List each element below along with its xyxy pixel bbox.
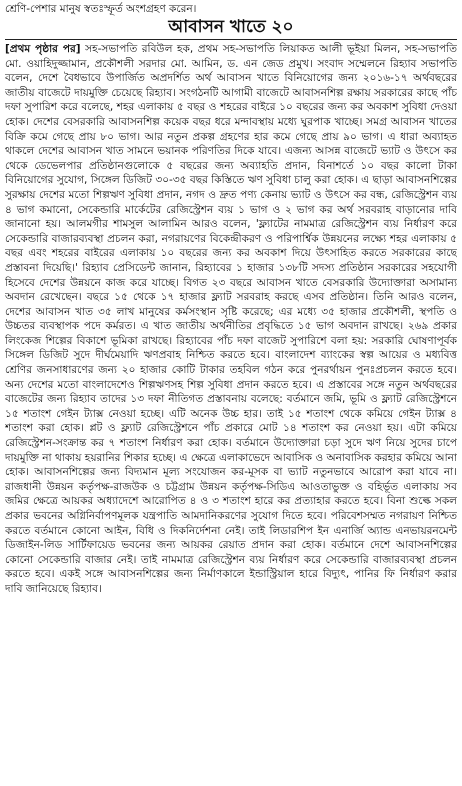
article-text: সহ-সভাপতি রবিউল হক, প্রথম সহ-সভাপতি লিয়াকত আলী ভূইয়া মিলন, সহ-সভাপতি মো. ওয়াহিদুজ্জামান, প্রকৌশলী সরদার মো. আমিন, ড. এন জেড প্রমুখ। সংবাদ সম্মেলনে রিহ্যাব সভাপতি বলেন, দেশে বৈধভাবে উপার্জিত অপ্রদর্শিত অর্থ আবাসন খাতে বিনিয়োগের জন্য ২০১৬-১৭ অর্থবছরের জাতীয় বাজেটে দায়মুক্তি চেয়েছে রিহ্যাব। সংগঠনটি আগামী বাজেটে আবাসনশিল্প রক্ষায় সরকারের কাছে পাঁচ দফা সুপারিশ করে বলেছে, শহর এলাকায় ৫ বছর ও শহরের বাইরে ১০ বছরের জন্য কর অবকাশ সুবিধা দেওয়া হোক। দেশের বেসরকারি আবাসনশিল্প কয়েক বছর ধরে মন্দাবস্থায় মধ্যে ঘুরপাক খাচ্ছে। সমগ্র আবাসন খাতের বিক্রি কমে গেছে প্রায় ৮০ ভাগ। আর নতুন প্রকল্প গ্রহণের হার কমে গেছে প্রায় ৯০ ভাগ। এ ধারা অব্যাহত থাকলে দেশের আবাসন খাত সামনে ভয়ানক পরিণতির দিকে যাবে। এজন্য আসন্ন বাজেটে ভ্যাট ও উৎসে কর থেকে ডেভেলপার প্রতিষ্ঠানগুলোকে ৫ বছরের জন্য অব্যাহতি প্রদান, বিনাশর্তে ১০ বছর কালো টাকা বিনিয়োগের সুযোগ, সিঙ্গেল ডিজিট ৩০-৩৫ বছর কিস্তিতে ঋণ সুবিধা চালু করা হোক। এ ছাড়া আবাসনশিল্পের সুরক্ষায় দেশের মতো শিল্পঋণ সুবিধা প্রদান, নগদ ও দ্রুত পণ্য কেনায় ভ্যাট ও উৎসে কর বন্ধ, রেজিস্ট্রেশন ব্যয় ৪ ভাগ কমানো, সেকেন্ডারি মার্কেটের রেজিস্ট্রেশন ব্যয় ১ ভাগ ও ২ ভাগ কর অর্থ সরবরাহ বাড়ানোর দাবি জানানো হয়। আলমগীর শামসুল আলামিন আরও বলেন, 'ফ্ল্যাটের নামমাত্র রেজিস্ট্রেশন ব্যয় নির্ধারণ করে সেকেন্ডারি বাজারব্যবস্থা প্রচলন করা, নগরায়ণের বিকেন্দ্রীকরণ ও পরিপার্শ্বিক উন্নয়নের লক্ষ্যে শহর এলাকায় ৫ বছর এবং শহরের বাইরের এলাকায় ১০ বছরের জন্য কর অবকাশ দিয়ে উৎসাহিত করতে সরকারের কাছে প্রস্তাবনা দিয়েছি।' রিহ্যাব প্রেসিডেন্ট জানান, রিহ্যাবের ১ হাজার ১৩৮টি সদস্য প্রতিষ্ঠান সরকারের সহযোগী হিসেবে দেশের উন্নয়নে কাজ করে যাচ্ছে। বিগত ২৩ বছরে আবাসন খাতে বেসরকারি উদ্যোক্তারা অসামান্য অবদান রেখেছেন। বছরে ১৫ থেকে ১৭ হাজার ফ্ল্যাট সরবরাহ করছে এসব প্রতিষ্ঠান। তিনি আরও বলেন, দেশের আবাসন খাত ৩৫ লাখ মানুষের কর্মসংস্থান সৃষ্টি করেছে; এর মধ্যে ৩৫ হাজার প্রকৌশলী, স্থপতি ও উচ্চতর ব্যবস্থাপক পদে কর্মরত। এ খাত জাতীয় অর্থনীতির প্রবৃদ্ধিতে ১৫ ভাগ অবদান রাখছে। ২৬৯ প্রকার লিংকেজ শিল্পের বিকাশে ভূমিকা রাখছে। রিহ্যাবের পাঁচ দফা বাজেট সুপারিশে বলা হয়: সরকারি ঘোষণাপূর্বক সিঙ্গেল ডিজিট সুদে দীর্ঘমেয়াদি ঋণপ্রবাহ নিশ্চিত করতে হবে। বাংলাদেশ ব্যাংকের স্বল্প আয়ের ও মধ্যবিত্ত শ্রেণির জনসাধারণের জন্য ২০ হাজার কোটি টাকার তহবিল গঠন করে পুনরর্থায়ন পুনঃপ্রচলন করতে হবে। অন্য দেশের মতো বাংলাদেশেও শিল্পঋণসহ শিল্প সুবিধা প্রদান করতে হবে। এ প্রস্তাবের সঙ্গে নতুন অর্থবছরের বাজেটের জন্য রিহ্যাব তাদের ১৩ দফা নীতিগত প্রস্তাবনায় বলেছে: বর্তমানে জমি, ভূমি ও ফ্ল্যাট রেজিস্ট্রেশনে ১৫ শতাংশ গেইন ট্যাক্স নেওয়া হচ্ছে। এটি অনেক উচ্চ হার। তাই ১৫ শতাংশ থেকে কমিয়ে গেইন ট্যাক্স ৪ শতাংশ করা হোক। প্লট ও ফ্ল্যাট রেজিস্ট্রেশনে পাঁচ প্রকারে মোট ১৪ শতাংশ কর নেওয়া হয়। এটা কমিয়ে রেজিস্ট্রেশন-সংক্রান্ত কর ৭ শতাংশ নির্ধারণ করা হোক। বর্তমানে উদ্যোক্তারা চড়া সুদে ঋণ নিয়ে সুদের চাপে দায়মুক্তি না থাকায় হয়রানির শিকার হচ্ছে। এ ক্ষেত্রে এলাকাভেদে আবাসিক ও অনাবাসিক করহার কমিয়ে আনা হোক। আবাসনশিল্পের জন্য বিদ্যমান মূল্য সংযোজন কর-মূসক বা ভ্যাট নতুনভাবে আরোপ করা যাবে না। রাজধানী উন্নয়ন কর্তৃপক্ষ-রাজউক ও চট্টগ্রাম উন্নয়ন কর্তৃপক্ষ-সিডিএ আওতাভুক্ত ও বহির্ভূত এলাকায় সব জমির ক্ষেত্রে আয়কর অধ্যাদেশে আরোপিত ৪ ও ৩ শতাংশ হারে কর প্রত্যাহার করতে হবে। বিনা শুল্কে সকল প্রকার ভবনের অগ্নিনির্বাপণমূলক যন্ত্রপাতি আমদানিকরণের সুযোগ দিতে হবে। পরিবেশসম্মত নগরায়ণ নিশ্চিত করতে বর্তমানে কোনো আইন, বিধি ও দিকনির্দেশনা নেই। তাই লিডারশিপ ইন এনার্জি অ্যান্ড এনভায়রনমেন্ট ডিজাইন-লিড সার্টিফায়েড ভবনের জন্য আয়কর রেয়াত প্রদান করা হোক। বর্তমানে দেশে আবাসনশিল্পের কোনো সেকেন্ডারি বাজার নেই। তাই নামমাত্র রেজিস্ট্রেশন ব্যয় নির্ধারণ করে সেকেন্ডারি বাজারব্যবস্থা প্রচলন করতে হবে। একই সঙ্গে আবাসনশিল্পের জন্য নির্মাণকালে ইন্ডাস্ট্রিয়াল হারে বিদ্যুৎ, পানির ফি নির্ধারণ করার দাবি জানিয়েছে রিহ্যাব। (5, 43, 457, 595)
article-headline: আবাসন খাতে ২০ (168, 17, 294, 37)
continuation-marker: [প্রথম পৃষ্ঠার পর] (5, 43, 81, 55)
article-body (5, 42, 457, 786)
headline-divider (5, 39, 457, 40)
previous-article-tail: শ্রেণি-পেশার মানুষ স্বতঃস্ফূর্ত অংশগ্রহণ করেন। (5, 3, 197, 15)
